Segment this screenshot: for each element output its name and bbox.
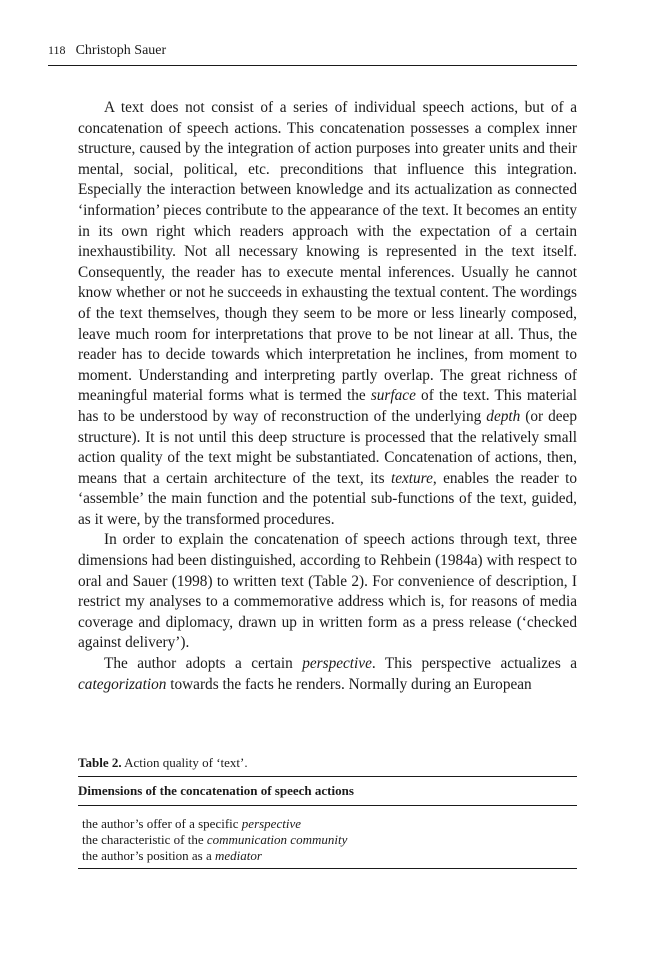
table-caption-text: Action quality of ‘text’. (124, 755, 248, 770)
table-row-emphasis: mediator (215, 848, 262, 863)
table-body (78, 806, 577, 869)
table-row (82, 832, 577, 848)
paragraph-text: . This perspective actualizes a (371, 655, 577, 673)
emphasized-term: depth (486, 407, 521, 425)
paragraph-text: In order to explain the concatenation of speech actions through text, three dimensions had been distinguished, according to Rehbein (1984a) with respect to oral and Sauer (1998) to written text (Table 2). For convenience of description, I restrict my analyses to a commemorative address which is, for reasons of media coverage and diplomacy, drawn up in written form as a press release (‘checked against delivery’). (78, 531, 577, 652)
body-paragraph (78, 530, 577, 654)
paragraph-text: A text does not consist of a series of individual speech actions, but of a concatenation of speech actions. This concatenation possesses a complex inner structure, caused by the integration of action purposes into greater units and their mental, social, political, etc. preconditions that influence this integration. Especially the interaction between knowledge and its actualization as connected ‘information’ pieces contribute to the appearance of the text. It becomes an entity in its own right which readers approach with the expectation of a certain inexhaustibility. Not all necessary knowing is represented in the text itself. Consequently, the reader has to execute mental inferences. Usually he cannot know whether or not he succeeds in exhausting the textual content. The wordings of the text themselves, though they seem to be more or less linearly composed, leave much room for interpretations that prove to be not linear at all. Thus, the reader has to decide towards which interpretation he inclines, from moment to moment. Understanding and interpreting partly overlap. The great richness of meaningful material forms what is termed the (78, 99, 577, 405)
paragraph-text: , enables the reader to ‘assemble’ the main function and the potential sub-functions of the text, guided, as it were, by the transformed procedures. (78, 469, 577, 528)
emphasized-term: categorization (78, 675, 167, 693)
table-2 (78, 754, 577, 869)
page-number: 118 (48, 43, 66, 57)
table-row (82, 816, 577, 832)
paragraph-text: towards the facts he renders. Normally during an European (166, 675, 532, 693)
body-text (78, 98, 577, 695)
table-row-text: the characteristic of the (82, 832, 207, 847)
table-row-text: the author’s position as a (82, 848, 215, 863)
table-row-emphasis: communication community (206, 832, 348, 847)
table-row (82, 848, 577, 864)
body-paragraph (78, 98, 577, 530)
table-row-text: the author’s offer of a specific (82, 816, 242, 831)
table-column-header: Dimensions of the concatenation of speech actions (78, 776, 577, 806)
running-head-author: Christoph Sauer (75, 43, 167, 58)
table-caption (78, 754, 577, 776)
emphasized-term: perspective (302, 655, 372, 673)
paragraph-text: of the text. This material has to be understood by way of reconstruction of the underlying (78, 387, 577, 425)
paragraph-text: The author adopts a certain (104, 655, 303, 673)
body-paragraph (78, 654, 577, 695)
emphasized-term: texture (390, 469, 433, 487)
emphasized-term: surface (370, 387, 416, 405)
table-row-emphasis: perspective (241, 816, 301, 831)
paragraph-text: (or deep structure). It is not until this deep structure is processed that the relatively small action quality of the text might be substantiated. Concatenation of actions, then, means that a certain architecture of the text, its (78, 407, 577, 487)
table-label: Table 2. (78, 755, 122, 770)
running-header (48, 40, 577, 66)
